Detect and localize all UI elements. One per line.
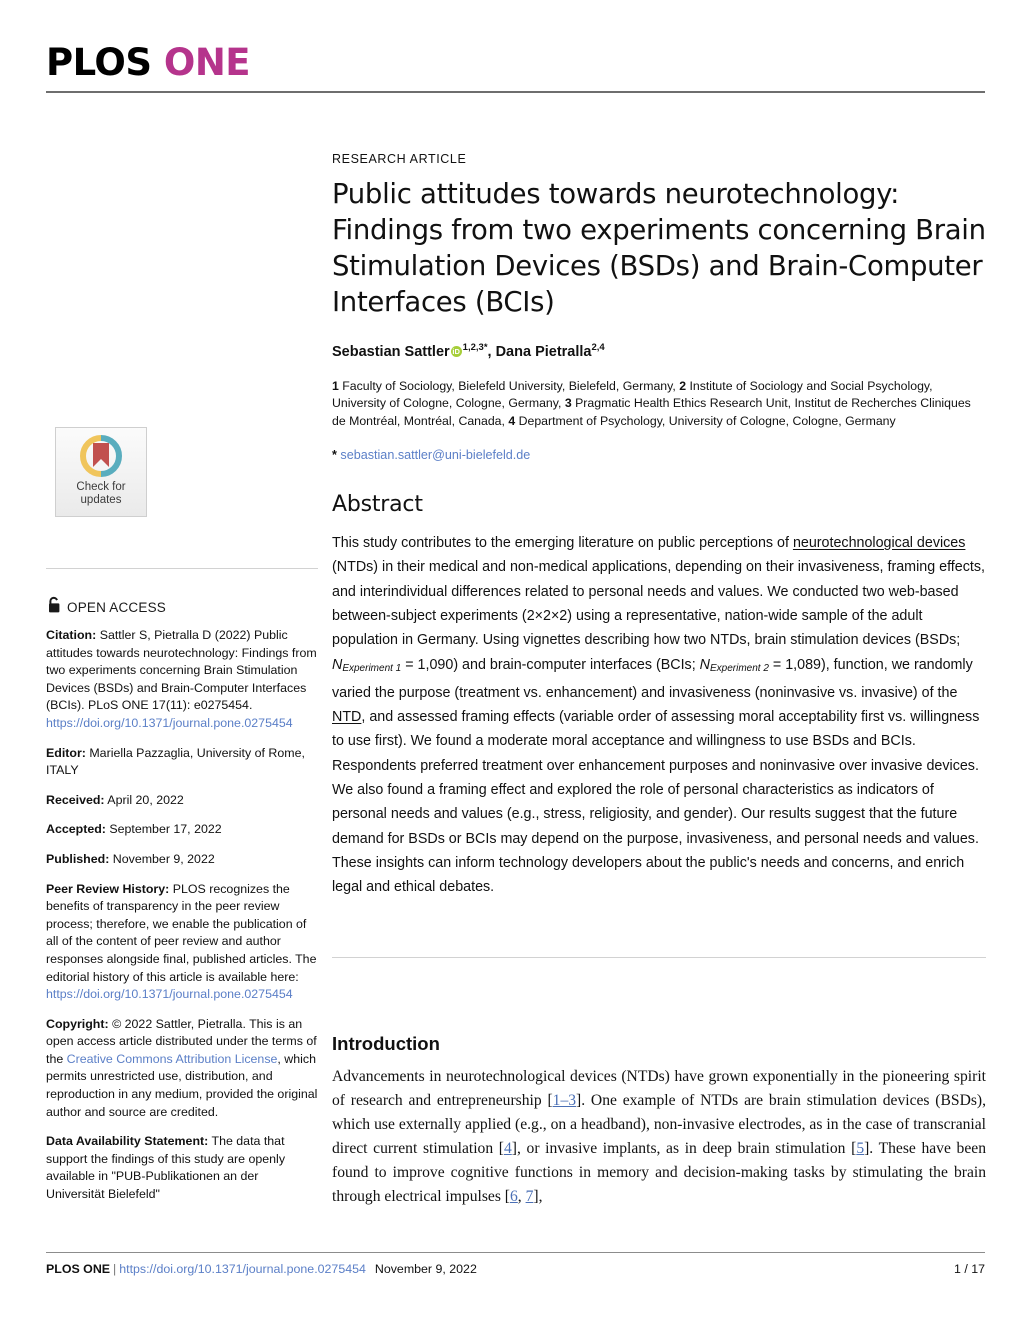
page-footer	[46, 1262, 985, 1276]
citation-block	[46, 627, 320, 733]
abstract-underline-ntd: NTD	[332, 709, 362, 726]
received-label: Received:	[46, 792, 105, 807]
copyright-block	[46, 1016, 320, 1122]
reference-link-6[interactable]: 6	[509, 1188, 518, 1206]
affiliation-text-4: Department of Psychology, University of Cologne, Cologne, Germany	[515, 413, 896, 428]
abstract-text	[332, 531, 986, 899]
corresponding-star: *	[332, 448, 337, 463]
author-list	[332, 338, 986, 362]
editor-label: Editor:	[46, 745, 86, 760]
intro-seg-2: ]. One example of NTDs are brain stimulation devices (BSDs), which use externally applied (e.g., on a headband), non-invasive electrodes, as in the case of transcranial direct current stimulation [	[332, 1092, 986, 1158]
affiliation-text-2: Institute of Sociology and Social Psychology, University of Cologne, Cologne, Germany,	[332, 378, 933, 411]
footer-separator: |	[113, 1262, 117, 1276]
abstract-n-symbol-2: N	[699, 656, 710, 673]
data-availability-text: The data that support the findings of this study are openly available in "PUB-Publikationen an der Universität Bielefeld"	[46, 1134, 286, 1202]
footer-journal-name: PLOS ONE	[46, 1262, 111, 1276]
abstract-seg-3: = 1,090) and brain-computer interfaces (BCIs;	[401, 656, 700, 673]
corresponding-email-link[interactable]: sebastian.sattler@uni-bielefeld.de	[340, 448, 531, 463]
open-access-label: OPEN ACCESS	[67, 600, 166, 615]
abstract-n-subscript-2: Experiment 2	[709, 662, 769, 674]
author-name-1[interactable]: Sebastian Sattler	[332, 343, 450, 360]
cc-license-link[interactable]: Creative Commons Attribution License	[66, 1051, 278, 1066]
abstract-heading: Abstract	[332, 492, 423, 518]
footer-divider	[46, 1252, 985, 1253]
article-type-kicker: RESEARCH ARTICLE	[332, 152, 467, 166]
editor-text: Mariella Pazzaglia, University of Rome, ITALY	[46, 745, 305, 778]
affiliation-text-3: Pragmatic Health Ethics Research Unit, Institut de Recherches Cliniques de Montréal, Montréal, Canada,	[332, 396, 971, 428]
copyright-text-after: , which permits unrestricted use, distribution, and reproduction in any medium, provided the original author and source are credited.	[46, 1051, 318, 1119]
abstract-seg-4: = 1,089), function, we randomly varied the purpose (treatment vs. enhancement) and invasiveness (noninvasive vs. invasive) of the	[332, 656, 973, 701]
orcid-id-icon[interactable]	[451, 346, 462, 357]
peer-review-text: PLOS recognizes the benefits of transparency in the peer review process; therefore, we enable the publication of all of the content of peer review and author responses alongside final, published articles. The editorial history of this article is available here:	[46, 881, 317, 984]
sidebar-divider	[46, 568, 318, 569]
author-1-affiliation-sup: 1,2,3	[462, 342, 484, 353]
crossmark-icon	[78, 433, 124, 479]
sidebar-metadata	[46, 627, 320, 1216]
reference-link-4[interactable]: 4	[503, 1140, 512, 1158]
affiliation-num-2: 2	[679, 378, 687, 393]
footer-page-number: 1 / 17	[953, 1262, 985, 1276]
crossmark-label-line2: updates	[80, 494, 122, 506]
author-separator: ,	[487, 343, 496, 360]
footer-left-group	[46, 1262, 477, 1276]
affiliation-num-4: 4	[508, 413, 516, 428]
open-padlock-icon	[47, 596, 62, 619]
intro-seg-6: ],	[533, 1188, 543, 1206]
logo-plos-text: PLOS	[46, 41, 152, 84]
citation-label: Citation:	[46, 628, 97, 642]
accepted-date: September 17, 2022	[105, 822, 222, 837]
plos-one-logo[interactable]	[46, 41, 986, 84]
citation-text: Sattler S, Pietralla D (2022) Public attitudes towards neurotechnology: Findings from two experiments concerning Brain Stimulation Devices (BSDs) and Brain-Computer Interfaces (BCIs). PLoS ONE 17(11): e0275454.	[46, 628, 317, 713]
published-date: November 9, 2022	[109, 851, 215, 866]
accepted-block	[46, 821, 320, 839]
abstract-seg-1: This study contributes to the emerging literature on public perceptions of	[332, 535, 793, 552]
abstract-n-symbol-1: N	[332, 656, 343, 673]
intro-seg-4: ]. These have been found to improve cognitive functions in memory and decision-making tasks by stimulating the brain through electrical impulses [	[332, 1140, 986, 1206]
editor-block	[46, 745, 320, 780]
affiliations-list	[332, 378, 986, 430]
article-main-column	[332, 152, 986, 900]
crossmark-check-for-updates-badge[interactable]	[55, 427, 147, 517]
reference-link-5[interactable]: 5	[856, 1140, 865, 1158]
orcid-icon-glyph: iD	[452, 346, 460, 356]
abstract-underline-neurotechnological-devices: neurotechnological devices	[792, 535, 966, 552]
published-label: Published:	[46, 851, 110, 866]
copyright-text-before: © 2022 Sattler, Pietralla. This is an open access article distributed under the terms of the	[46, 1016, 317, 1066]
page-title: Public attitudes towards neurotechnology: Findings from two experiments concerning Brain Stimulation Devices (BSDs) and Brain-Computer Interfaces (BCIs)	[332, 178, 986, 318]
peer-review-doi-link[interactable]: https://doi.org/10.1371/journal.pone.0275454	[46, 987, 293, 1002]
reference-link-7[interactable]: 7	[525, 1188, 534, 1206]
published-block	[46, 851, 320, 869]
citation-doi-link[interactable]: https://doi.org/10.1371/journal.pone.0275454	[46, 715, 293, 730]
received-block	[46, 792, 320, 810]
data-availability-block	[46, 1133, 320, 1203]
author-2-affiliation-sup: 2,4	[591, 342, 605, 353]
peer-review-label: Peer Review History:	[46, 881, 170, 896]
open-access-badge	[47, 596, 166, 619]
introduction-text	[332, 1065, 986, 1210]
accepted-label: Accepted:	[46, 822, 106, 837]
journal-masthead	[46, 41, 986, 84]
crossmark-label	[76, 481, 125, 507]
reference-link-1-3[interactable]: 1–3	[552, 1092, 577, 1110]
data-availability-label: Data Availability Statement:	[46, 1134, 209, 1149]
author-name-2[interactable]: Dana Pietralla	[495, 343, 592, 360]
abstract-n-subscript-1: Experiment 1	[342, 662, 402, 674]
footer-doi-link[interactable]: https://doi.org/10.1371/journal.pone.0275454	[119, 1262, 366, 1276]
affiliation-num-3: 3	[564, 396, 572, 411]
corresponding-author-line	[332, 448, 986, 462]
abstract-seg-2: (NTDs) in their medical and non-medical applications, depending on their invasiveness, framing effects, and interindividual differences related to personal needs and values. We conducted two web-based between-subject experiments (2×2×2) using a representative, nation-wide sample of the adult population in Germany. Using vignettes describing how two NTDs, brain stimulation devices (BSDs;	[332, 559, 985, 649]
affiliation-num-1: 1	[332, 378, 339, 393]
author-1-corresponding-star: *	[483, 342, 488, 353]
masthead-divider	[46, 91, 985, 93]
logo-one-text: ONE	[163, 41, 251, 84]
introduction-heading: Introduction	[332, 1033, 440, 1054]
peer-review-history-block	[46, 881, 320, 1004]
copyright-label: Copyright:	[46, 1016, 109, 1031]
affiliation-text-1: Faculty of Sociology, Bielefeld University, Bielefeld, Germany,	[338, 378, 680, 393]
abstract-introduction-divider	[332, 957, 986, 958]
footer-publication-date: November 9, 2022	[374, 1262, 477, 1276]
crossmark-label-line1: Check for	[76, 481, 126, 493]
abstract-seg-5: , and assessed framing effects (variable order of assessing moral acceptability first vs. willingness to use first). We found a moderate moral acceptance and willingness to use BSDs and BCIs. Respondents preferred treatment over enhancement purposes and noninvasive over invasive devices. We also found a framing effect and explored the role of personal characteristics as indicators of personal needs and values (e.g., stress, religiosity, and gender). Our results suggest that the future demand for BSDs or BCIs may depend on the purpose, invasiveness, and personal needs and values. These insights can inform technology developers about the public's needs and concerns, and enrich legal and ethical debates.	[332, 709, 980, 896]
received-date: April 20, 2022	[104, 792, 184, 807]
intro-seg-1: Advancements in neurotechnological devices (NTDs) have grown exponentially in the pioneering spirit of research and entrepreneurship [	[332, 1068, 986, 1110]
intro-seg-3: ], or invasive implants, as in deep brain stimulation [	[511, 1140, 857, 1158]
introduction-section	[332, 1033, 986, 1210]
intro-seg-5: ,	[517, 1188, 526, 1206]
